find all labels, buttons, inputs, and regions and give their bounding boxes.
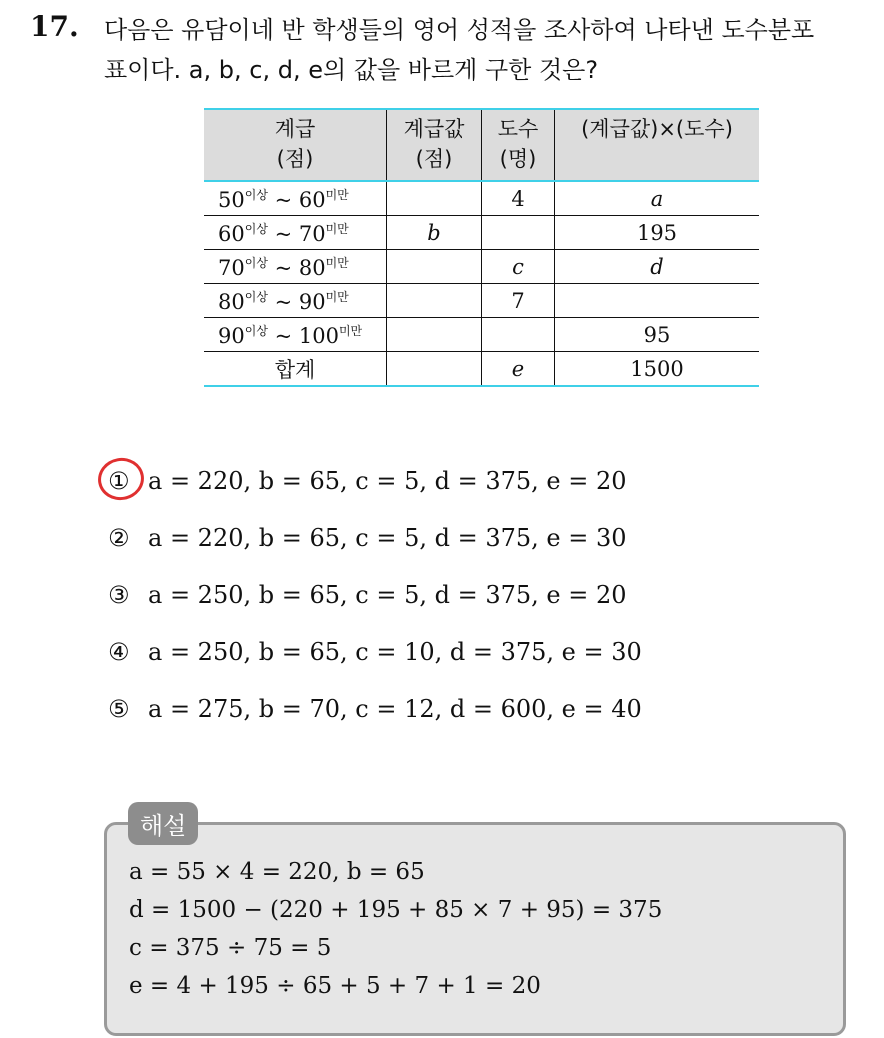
total-class-mark	[387, 352, 482, 387]
below-mark: 미만	[325, 221, 349, 236]
table-row	[204, 216, 759, 250]
total-row	[204, 352, 759, 387]
choice-text: a = 275, b = 70, c = 12, d = 600, e = 40	[148, 694, 642, 723]
question-text: 다음은 유담이네 반 학생들의 영어 성적을 조사하여 나타낸 도수분포 표이다. a, b, c, d, e의 값을 바르게 구한 것은?	[104, 16, 815, 84]
class-mark-cell	[387, 250, 482, 284]
header-product: (계급값)×(도수)	[555, 109, 760, 181]
explanation-line: e = 4 + 195 ÷ 65 + 5 + 7 + 1 = 20	[129, 973, 541, 999]
below-mark: 미만	[325, 255, 349, 270]
frequency-cell	[482, 216, 555, 250]
choice-item	[108, 566, 642, 623]
choice-number: ③	[108, 580, 130, 609]
total-product: 1500	[555, 352, 760, 387]
below-mark: 미만	[338, 323, 363, 338]
explanation-title: 해설	[128, 802, 198, 845]
explanation-line: d = 1500 − (220 + 195 + 85 × 7 + 95) = 375	[129, 897, 663, 923]
choice-text: a = 250, b = 65, c = 10, d = 375, e = 30	[148, 637, 642, 666]
choice-number: ⑤	[108, 694, 130, 723]
choice-number: ①	[108, 467, 148, 495]
frequency-cell: c	[482, 250, 555, 284]
frequency-table	[204, 108, 759, 387]
header-frequency: 도수 (명)	[482, 109, 555, 181]
class-interval: $60^{이상}$ ~ $70^{미만}$	[204, 216, 387, 250]
choice-item	[108, 680, 642, 737]
class-interval: $70^{이상}$ ~ $80^{미만}$	[204, 250, 387, 284]
table-row	[204, 318, 759, 352]
header-class: 계급 (점)	[204, 109, 387, 181]
choice-item	[108, 509, 642, 566]
total-label: 합계	[204, 352, 387, 387]
product-cell: d	[555, 250, 760, 284]
choice-item	[108, 452, 642, 509]
choice-text: a = 220, b = 65, c = 5, d = 375, e = 30	[148, 523, 627, 552]
table-row	[204, 181, 759, 216]
class-mark-cell	[387, 181, 482, 216]
product-cell	[555, 284, 760, 318]
above-mark: 이상	[244, 323, 268, 338]
header-class-mark: 계급값 (점)	[387, 109, 482, 181]
product-cell: 195	[555, 216, 760, 250]
above-mark: 이상	[244, 289, 268, 304]
explanation-box	[104, 822, 846, 1036]
choice-text: a = 220, b = 65, c = 5, d = 375, e = 20	[148, 466, 627, 495]
table-row	[204, 250, 759, 284]
frequency-cell: 7	[482, 284, 555, 318]
class-interval: $50^{이상}$ ~ $60^{미만}$	[204, 181, 387, 216]
below-mark: 미만	[325, 289, 349, 304]
class-interval: $90^{이상}$ ~ $100^{미만}$	[204, 318, 387, 352]
above-mark: 이상	[244, 255, 268, 270]
below-mark: 미만	[325, 187, 349, 202]
choice-item	[108, 623, 642, 680]
above-mark: 이상	[244, 187, 268, 202]
class-mark-cell	[387, 318, 482, 352]
total-frequency: e	[482, 352, 555, 387]
product-cell: 95	[555, 318, 760, 352]
question-number: 17.	[30, 10, 79, 43]
table-row	[204, 284, 759, 318]
frequency-cell: 4	[482, 181, 555, 216]
class-mark-cell	[387, 284, 482, 318]
choice-number: ④	[108, 637, 130, 666]
frequency-cell	[482, 318, 555, 352]
choice-text: a = 250, b = 65, c = 5, d = 375, e = 20	[148, 580, 627, 609]
above-mark: 이상	[244, 221, 268, 236]
class-mark-cell: b	[387, 216, 482, 250]
product-cell: a	[555, 181, 760, 216]
explanation-line: c = 375 ÷ 75 = 5	[129, 935, 332, 961]
class-interval: $80^{이상}$ ~ $90^{미만}$	[204, 284, 387, 318]
answer-choices	[108, 452, 642, 737]
explanation-line: a = 55 × 4 = 220, b = 65	[129, 859, 425, 885]
choice-number: ②	[108, 523, 130, 552]
